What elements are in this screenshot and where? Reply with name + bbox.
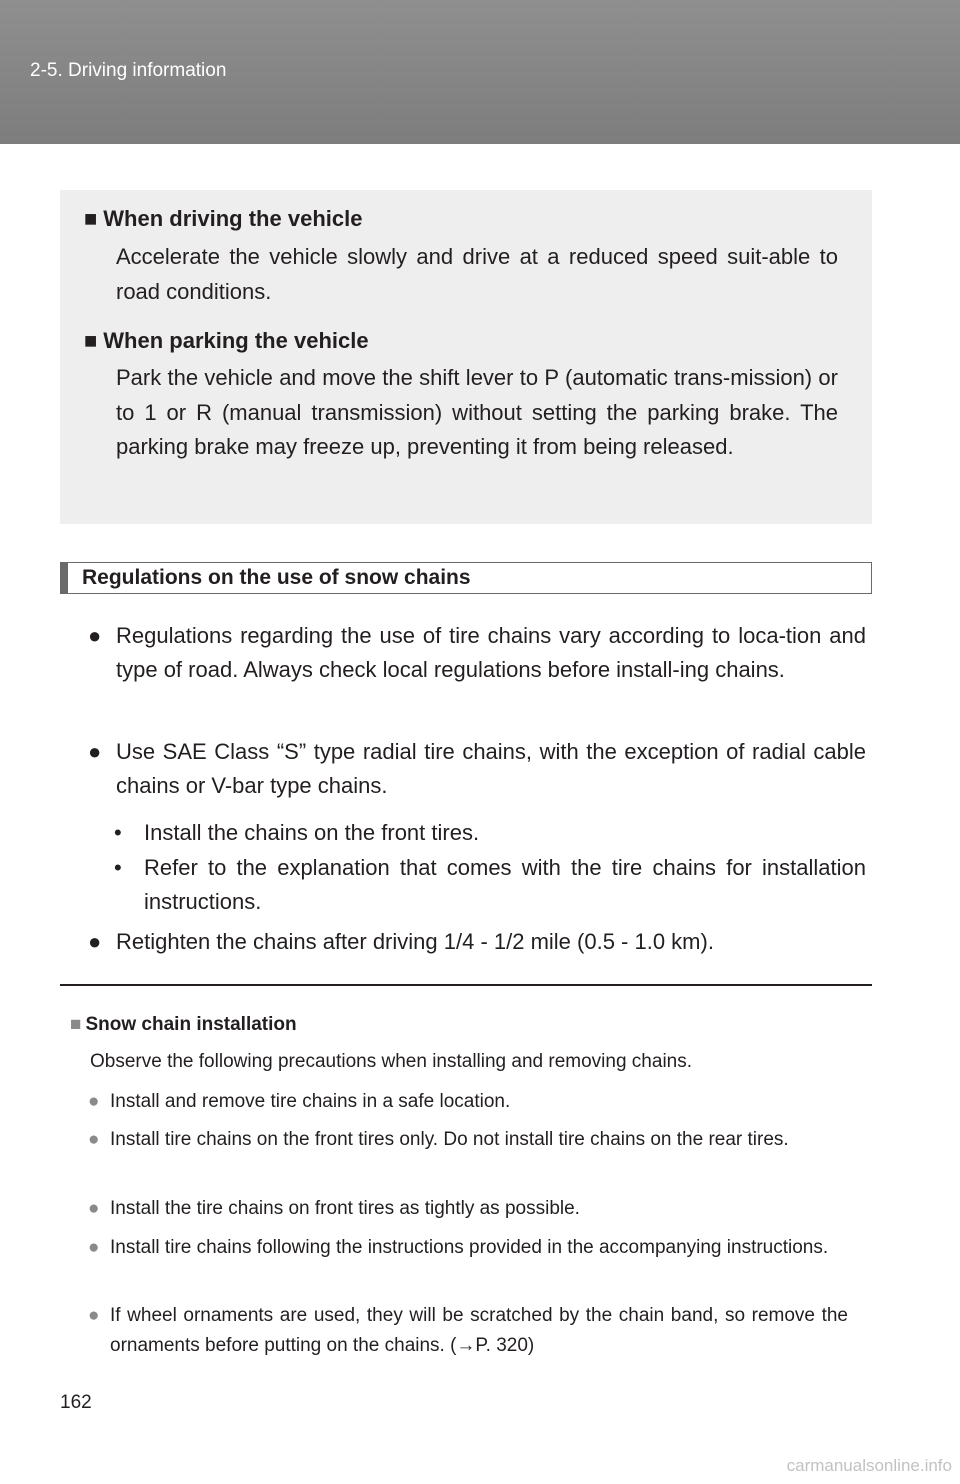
round-bullet-icon: ● bbox=[88, 1129, 100, 1150]
round-bullet-icon: ● bbox=[88, 1305, 100, 1326]
info-box-text-parking: Park the vehicle and move the shift lever to P (automatic trans-mission) or to 1 or R (manual transmission) without setting the parking brake. The parking brake may freeze up, preventing it from being released. bbox=[116, 365, 838, 459]
round-bullet-icon: ● bbox=[88, 1198, 100, 1219]
watermark: carmanualsonline.info bbox=[786, 1456, 952, 1475]
note-item: Install tire chains on the front tires only. Do not install tire chains on the rear tires. bbox=[110, 1129, 789, 1150]
square-bullet-icon: ■ bbox=[84, 206, 98, 231]
regulation-subitem: Refer to the explanation that comes with the tire chains for installation instructions. bbox=[144, 855, 866, 914]
page-number: 162 bbox=[60, 1392, 92, 1413]
section-heading bbox=[60, 562, 872, 594]
section-heading-text: Regulations on the use of snow chains bbox=[82, 566, 471, 589]
page-header bbox=[0, 0, 960, 144]
round-bullet-icon: ● bbox=[88, 623, 102, 648]
regulation-item: Regulations regarding the use of tire chains vary according to loca-tion and type of road. Always check local regulations before install-ing chains. bbox=[116, 623, 866, 682]
note-item: Install tire chains following the instructions provided in the accompanying instructions. bbox=[110, 1237, 829, 1258]
regulation-subitem: Install the chains on the front tires. bbox=[144, 820, 480, 845]
square-bullet-icon: ■ bbox=[84, 328, 98, 353]
notes-intro: Observe the following precautions when installing and removing chains. bbox=[90, 1051, 693, 1072]
info-box-text-driving: Accelerate the vehicle slowly and drive at a reduced speed suit-able to road conditions. bbox=[116, 244, 838, 304]
info-box-heading-driving: ■ When driving the vehicle bbox=[84, 206, 363, 231]
info-box-heading-parking: ■ When parking the vehicle bbox=[84, 328, 369, 353]
round-bullet-icon: ● bbox=[88, 1091, 100, 1112]
round-bullet-icon: ● bbox=[88, 1237, 100, 1258]
square-bullet-icon: ■ bbox=[70, 1014, 82, 1035]
dot-bullet-icon: • bbox=[114, 855, 122, 880]
dot-bullet-icon: • bbox=[114, 820, 122, 845]
notes-heading: ■ Snow chain installation bbox=[70, 1014, 297, 1035]
chapter-title: 2-5. Driving information bbox=[30, 60, 227, 81]
note-item: If wheel ornaments are used, they will be scratched by the chain band, so remove the ornaments before putting on the chains. (→P. 320) bbox=[110, 1305, 848, 1356]
regulation-item: Retighten the chains after driving 1/4 - 1/2 mile (0.5 - 1.0 km). bbox=[116, 929, 714, 954]
round-bullet-icon: ● bbox=[88, 739, 102, 764]
divider bbox=[60, 984, 872, 986]
round-bullet-icon: ● bbox=[88, 929, 102, 954]
regulation-item: Use SAE Class “S” type radial tire chains, with the exception of radial cable chains or V-bar type chains. bbox=[116, 739, 866, 798]
note-item: Install and remove tire chains in a safe location. bbox=[110, 1091, 511, 1112]
note-item: Install the tire chains on front tires as tightly as possible. bbox=[110, 1198, 580, 1219]
